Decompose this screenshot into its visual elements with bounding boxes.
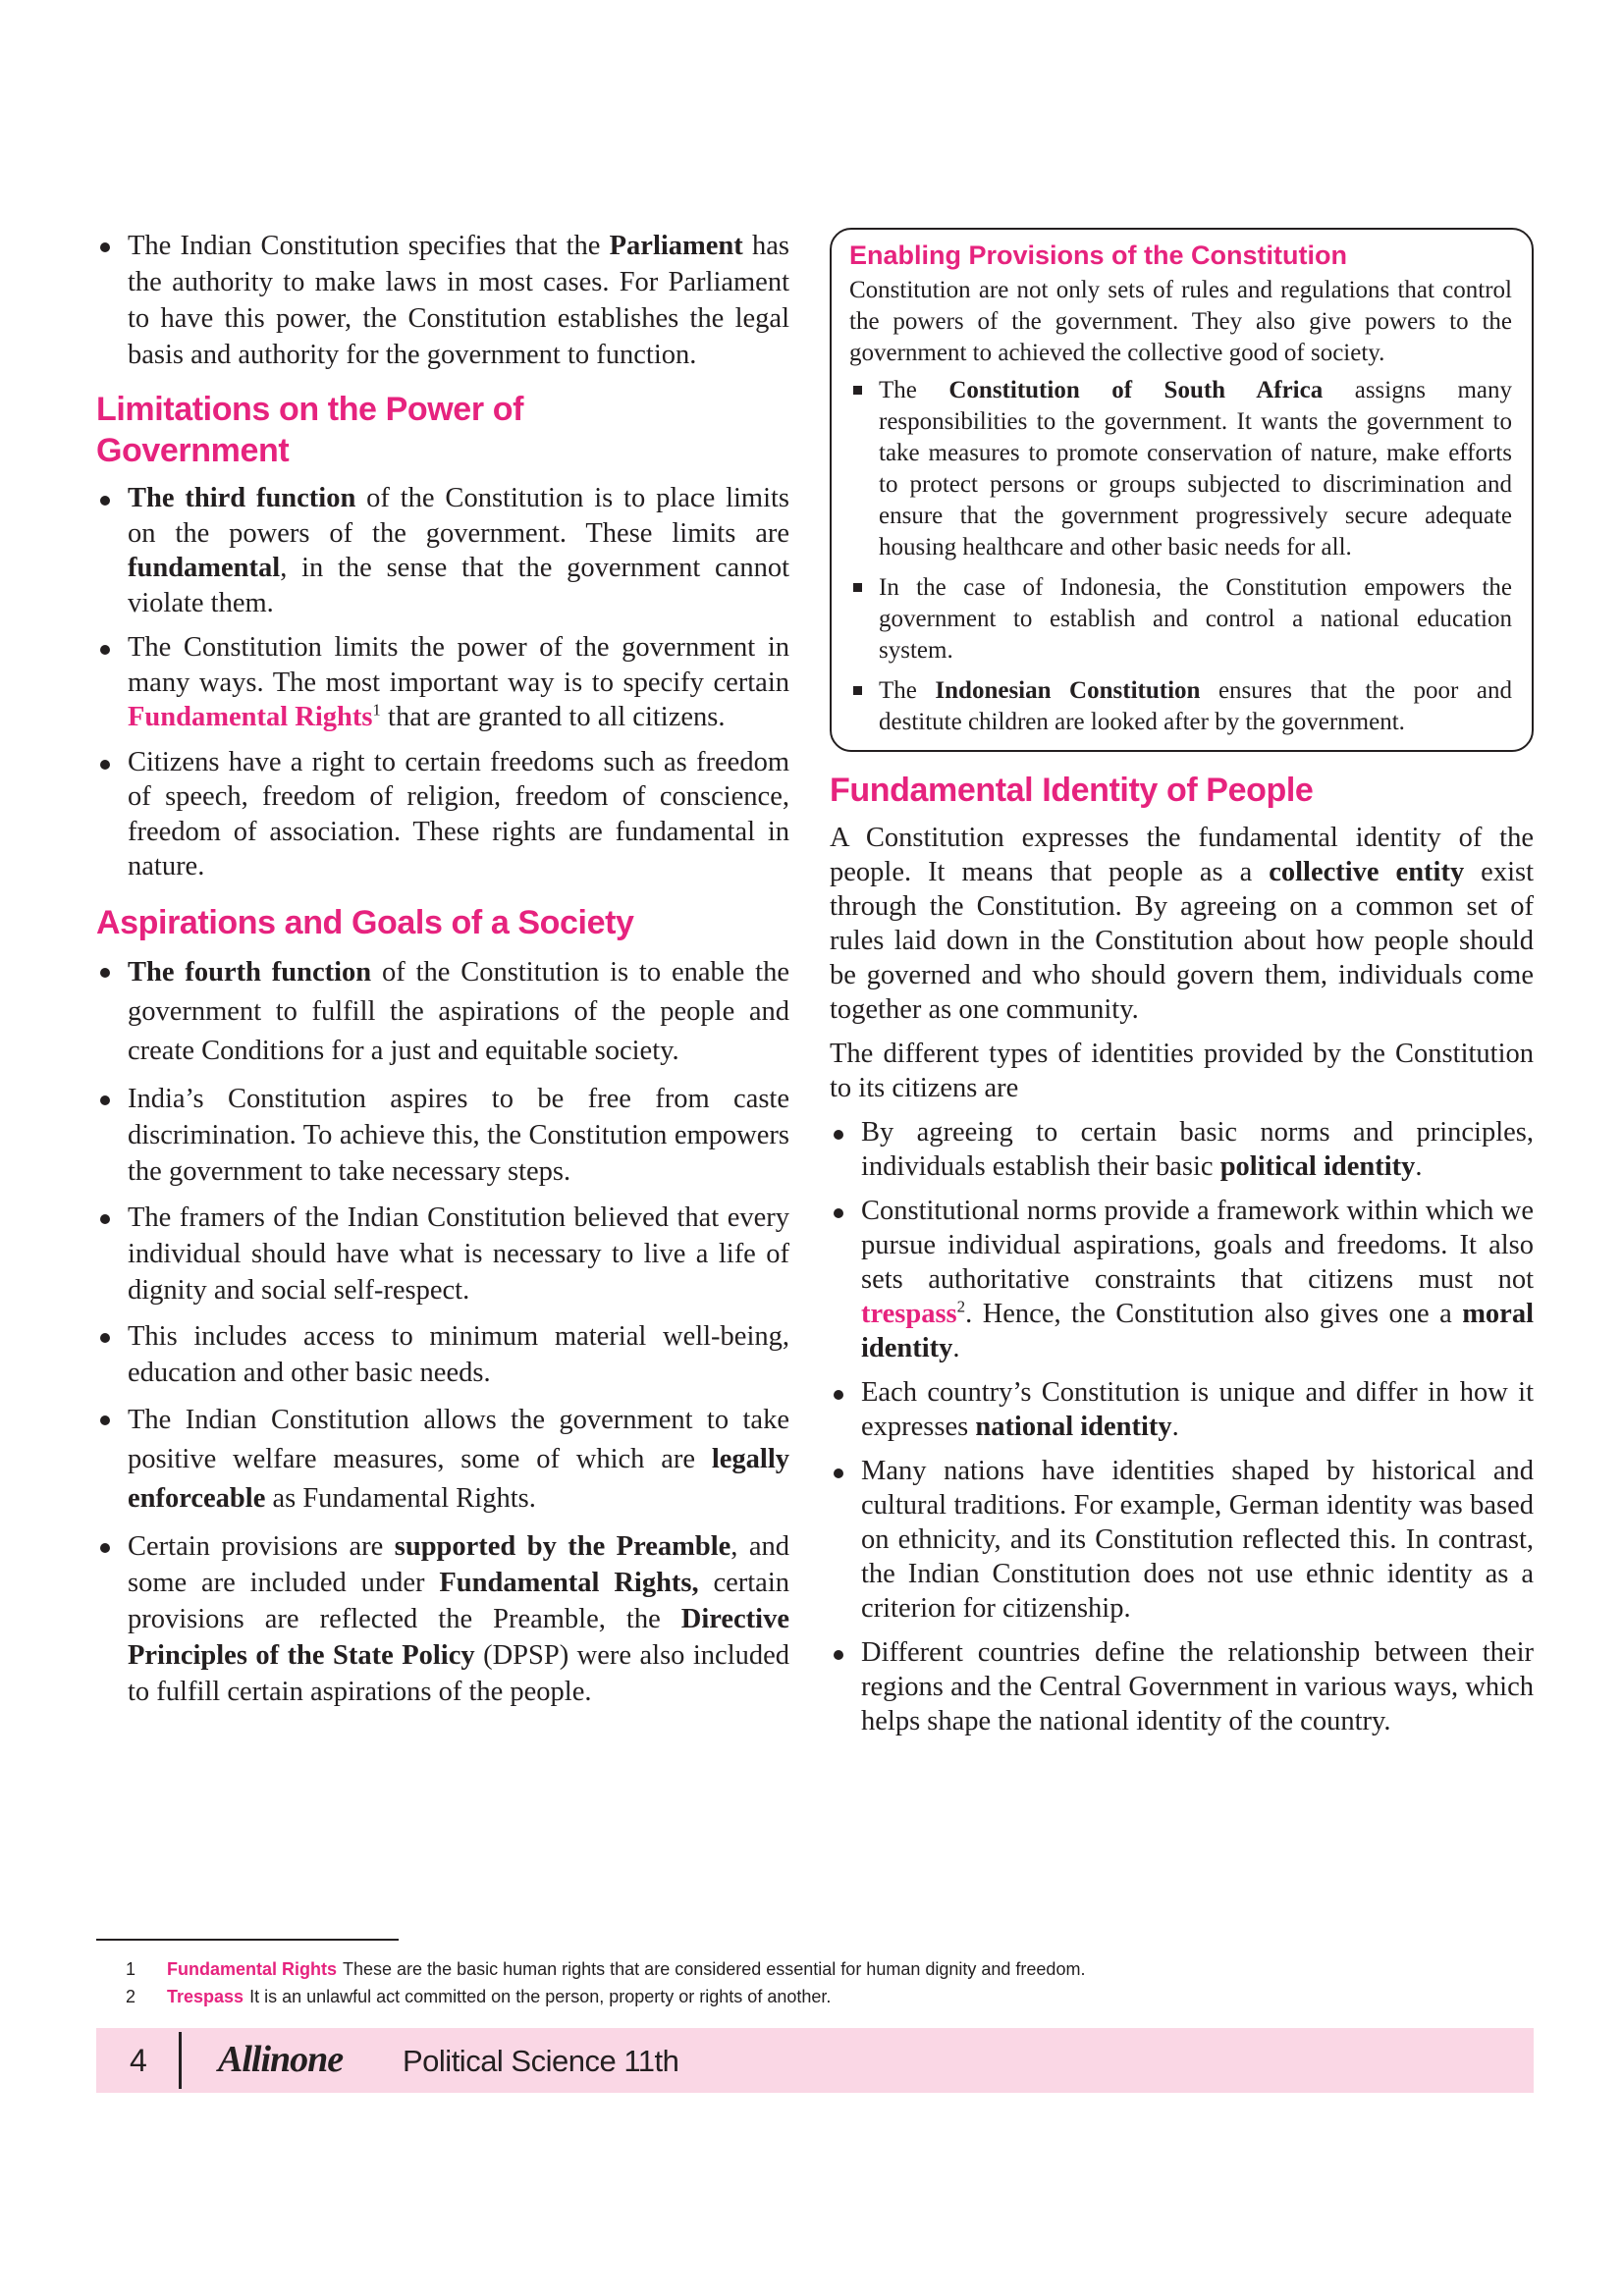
book-title: Political Science 11th [403,2044,679,2078]
list-item: Different countries define the relationship between their regions and the Central Government in various ways, which helps shape the national identity of the country. [830,1635,1534,1738]
list-item: The Constitution limits the power of the government in many ways. The most important way is to specify certain Fundamental Rights$^1$ that are granted to all citizens. [96,630,789,735]
page-number: 4 [130,2043,147,2078]
list-item: Constitutional norms provide a framework within which we pursue individual aspirations, goals and freedoms. It also sets authoritative constraints that citizens must not trespass$^2$. Hence, the Constitution also gives one a moral identity. [830,1194,1534,1365]
box-intro: Constitution are not only sets of rules and regulations that control the powers of the government. They also give powers to the government to achieved the collective good of society. [849,277,1512,366]
footnote-divider [96,1939,399,1941]
paragraph: The different types of identities provided by the Constitution to its citizens are [830,1039,1534,1103]
section-heading-aspirations: Aspirations and Goals of a Society [96,903,634,941]
list-item: The framers of the Indian Constitution believed that every individual should have what is necessary to live a life of dignity and social self-respect. [96,1200,789,1308]
list-item: Many nations have identities shaped by historical and cultural traditions. For example, German identity was based on ethnicity, and its Constitution reflected this. In contrast, the Indian Constitution does not use ethnic identity as a criterion for citizenship. [830,1454,1534,1626]
limitations-list [96,481,789,884]
section-heading-identity: Fundamental Identity of People [830,772,1314,809]
enabling-provisions-box [830,228,1534,752]
identity-list [830,1115,1534,1738]
list-item: By agreeing to certain basic norms and principles, individuals establish their basic political identity. [830,1115,1534,1184]
box-title: Enabling Provisions of the Constitution [849,240,1347,270]
footnote: 2 Trespass It is an unlawful act committed on the person, property or rights of another. [126,1987,832,2006]
list-item: This includes access to minimum material well-being, education and other basic needs. [96,1318,789,1391]
right-column [830,228,1534,1748]
left-column [96,228,789,1720]
paragraph: A Constitution expresses the fundamental identity of the people. It means that people as a collective entity exist through the Constitution. By agreeing on a common set of rules laid down in the Constitution about how people should be governed and who should govern them, individuals come together as one community. [830,823,1535,1025]
footnote: 1 Fundamental Rights These are the basic human rights that are considered essential for human dignity and freedom. [126,1959,1086,1979]
list-item: The fourth function of the Constitution is to enable the government to fulfill the aspirations of the people and create Conditions for a just and equitable society. [96,953,789,1071]
list-item: The Indonesian Constitution ensures that the poor and destitute children are looked after by the government. [849,675,1512,738]
list-item: Certain provisions are supported by the Preamble, and some are included under Fundamental Rights, certain provisions are reflected the Preamble, the Directive Principles of the State Policy (DPSP) were also included to fulfill certain aspirations of the people. [96,1528,789,1710]
list-item: The Indian Constitution specifies that the Parliament has the authority to make laws in most cases. For Parliament to have this power, the Constitution establishes the legal basis and authority for the government to function. [96,228,789,373]
list-item: The Constitution of South Africa assigns many responsibilities to the government. It wants the government to take measures to promote conservation of nature, make efforts to protect persons or groups subjected to discrimination and ensure that the government progressively secure adequate housing healthcare and other basic needs for all. [849,375,1512,563]
list-item: Citizens have a right to certain freedoms such as freedom of speech, freedom of religion, freedom of conscience, freedom of association. These rights are fundamental in nature. [96,745,789,884]
footer-divider [179,2032,182,2089]
aspirations-list [96,953,789,1710]
intro-list [96,228,789,373]
list-item: India’s Constitution aspires to be free from caste discrimination. To achieve this, the Constitution empowers the government to take necessary steps. [96,1081,789,1190]
footnotes [126,1955,1402,2010]
list-item: In the case of Indonesia, the Constitution empowers the government to establish and control a national education system. [849,572,1512,667]
list-item: The third function of the Constitution is to place limits on the powers of the government. These limits are fundamental, in the sense that the government cannot violate them. [96,481,789,620]
list-item: Each country’s Constitution is unique and differ in how it expresses national identity. [830,1375,1534,1444]
glossary-term: trespass [861,1299,957,1329]
section-heading-limitations: Limitations on the Power of Government [96,391,523,469]
list-item: The Indian Constitution allows the government to take positive welfare measures, some of which are legally enforceable as Fundamental Rights. [96,1401,789,1519]
brand-logo: Allinone [218,2039,344,2080]
box-list [849,375,1512,738]
glossary-term: Fundamental Rights [128,702,373,732]
